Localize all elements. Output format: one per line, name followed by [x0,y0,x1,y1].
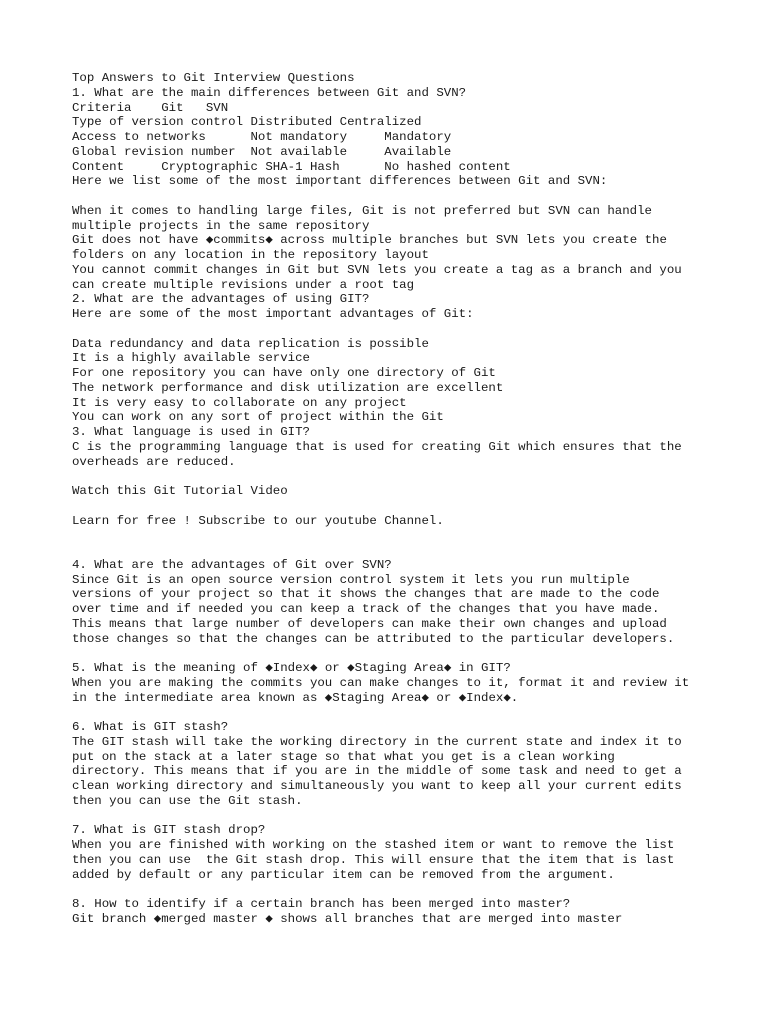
text-line: The GIT stash will take the working directory in the current state and index it to [72,734,682,749]
text-line: versions of your project so that it shows the changes that are made to the code [72,587,660,602]
text-line: multiple projects in the same repository [72,218,370,233]
blank-line [72,469,712,484]
text-line: Learn for free ! Subscribe to our youtube Channel. [72,513,444,528]
text-line: over time and if needed you can keep a track of the changes that you have made. [72,602,660,616]
text-line: can create multiple revisions under a root tag [72,277,415,292]
text-line: This means that large number of developers can make their own changes and upload [72,616,667,631]
text-line: 5. What is the meaning of ◆Index◆ or ◆Staging Area◆ in GIT? [72,661,511,675]
text-line: Content Cryptographic SHA-1 Hash No hashed content [72,159,511,174]
blank-line [72,705,712,720]
blank-line [72,528,712,543]
text-line: then you can use the Git stash. [72,793,303,808]
text-line: When you are making the commits you can make changes to it, format it and review it [72,675,690,690]
text-line: clean working directory and simultaneously you want to keep all your current edits [72,779,682,793]
text-line: Git does not have ◆commits◆ across multiple branches but SVN lets you create the [72,233,667,248]
blank-line [72,499,712,514]
blank-line [72,882,712,897]
text-line: When it comes to handling large files, Git is not preferred but SVN can handle [72,203,652,218]
text-line: Type of version control Distributed Centralized [72,115,422,130]
text-line: 7. What is GIT stash drop? [72,823,266,838]
text-line: Global revision number Not available Available [72,144,452,159]
text-line: 1. What are the main differences between Git and SVN? [72,85,467,100]
text-line: 6. What is GIT stash? [72,720,229,734]
text-line: Top Answers to Git Interview Questions [72,71,355,85]
text-line: The network performance and disk utilization are excellent [72,380,504,395]
text-line: C is the programming language that is used for creating Git which ensures that the [72,439,682,454]
text-line: Criteria Git SVN [72,100,229,115]
text-line: You can work on any sort of project within the Git [72,410,444,425]
text-line: For one repository you can have only one directory of Git [72,366,496,380]
text-line: put on the stack at a later stage so that what you get is a clean working [72,749,615,764]
document-body [72,71,712,927]
text-line: Access to networks Not mandatory Mandatory [72,130,452,144]
text-line: 3. What language is used in GIT? [72,425,310,439]
text-line: When you are finished with working on the stashed item or want to remove the list [72,838,675,852]
text-line: Data redundancy and data replication is possible [72,336,429,351]
text-line: 2. What are the advantages of using GIT? [72,292,370,307]
text-line: You cannot commit changes in Git but SVN lets you create a tag as a branch and you [72,262,682,277]
text-line: Since Git is an open source version control system it lets you run multiple [72,572,630,587]
blank-line [72,646,712,661]
text-line: 8. How to identify if a certain branch has been merged into master? [72,897,571,911]
text-line: Watch this Git Tutorial Video [72,484,288,498]
text-line: added by default or any particular item can be removed from the argument. [72,867,615,882]
text-line: overheads are reduced. [72,454,236,469]
text-line: those changes so that the changes can be attributed to the particular developers. [72,631,675,646]
blank-line [72,189,712,204]
text-line: directory. This means that if you are in the middle of some task and need to get a [72,764,682,779]
text-line: then you can use the Git stash drop. This will ensure that the item that is last [72,852,675,867]
text-line: 4. What are the advantages of Git over SVN? [72,557,392,572]
blank-line [72,322,712,337]
blank-line [72,543,712,558]
text-line: folders on any location in the repository layout [72,248,429,262]
text-line: Here are some of the most important advantages of Git: [72,307,474,321]
text-line: Here we list some of the most important differences between Git and SVN: [72,174,608,189]
text-line: It is very easy to collaborate on any project [72,395,407,410]
text-line: in the intermediate area known as ◆Staging Area◆ or ◆Index◆. [72,690,519,705]
text-line: It is a highly available service [72,351,310,366]
text-line: Git branch ◆merged master ◆ shows all branches that are merged into master [72,911,623,926]
blank-line [72,809,712,824]
